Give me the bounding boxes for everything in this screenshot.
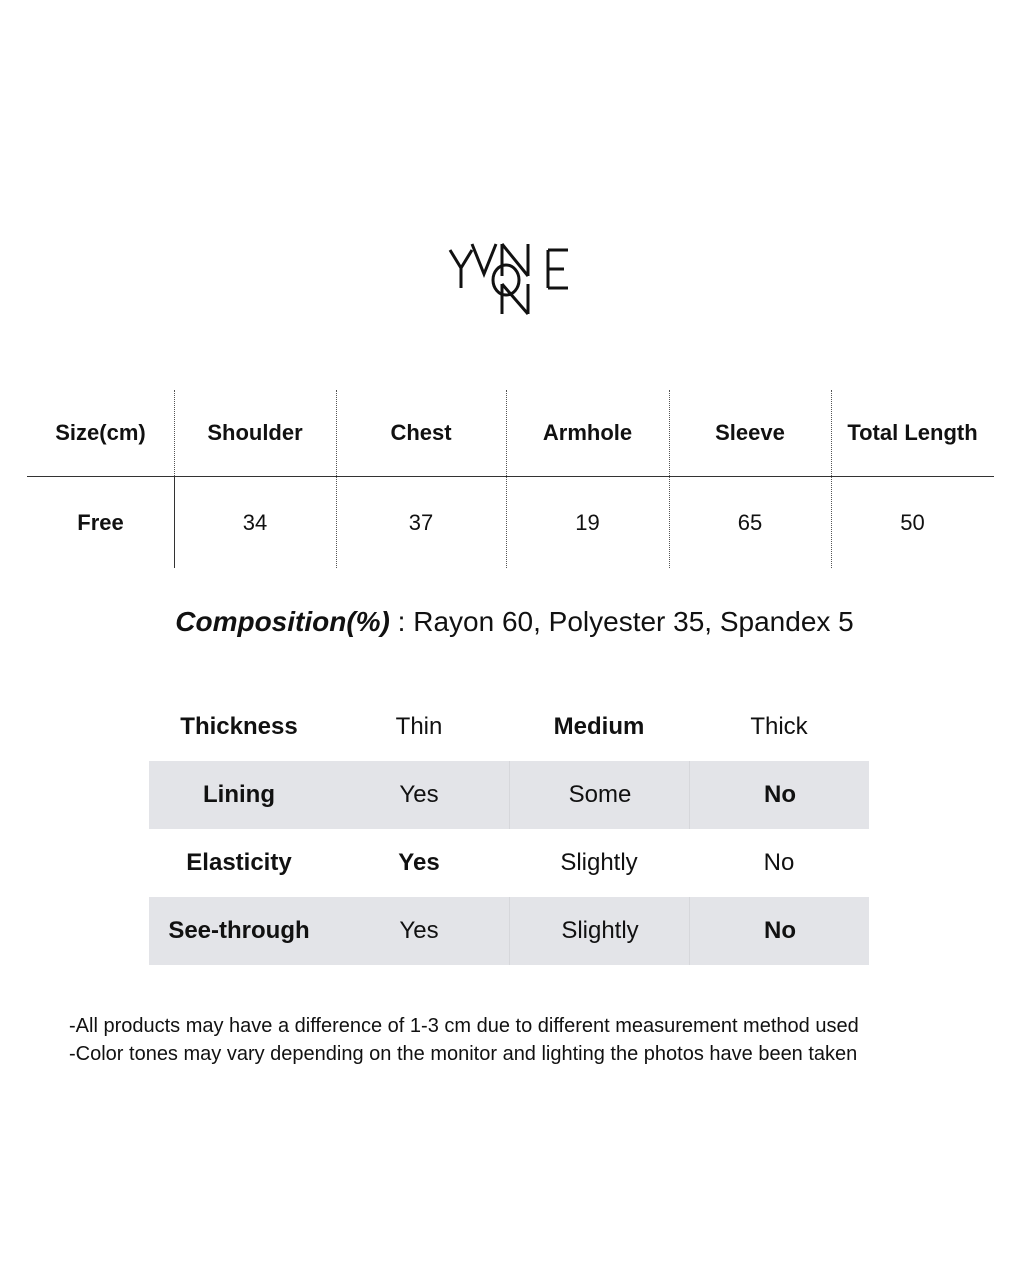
fabric-option: Slightly (560, 849, 638, 876)
fabric-row-label: Thickness (180, 713, 298, 740)
sleeve-value: 65 (737, 510, 763, 535)
header-armhole: Armhole (542, 420, 633, 445)
header-chest: Chest (390, 420, 452, 445)
header-sleeve: Sleeve (715, 420, 785, 445)
disclaimer-notes (69, 1012, 859, 1068)
composition-line (0, 600, 1029, 644)
fabric-properties-table (149, 693, 869, 965)
composition-label: Composition(%) (175, 606, 390, 637)
fabric-option-selected: Yes (398, 849, 440, 876)
fabric-row-elasticity (149, 829, 869, 897)
size-table-row (27, 478, 994, 568)
armhole-value: 19 (575, 510, 600, 535)
fabric-row-lining (149, 761, 869, 829)
fabric-option-selected: Medium (553, 713, 645, 740)
composition-separator: : (389, 606, 414, 637)
size-table-header (27, 390, 994, 476)
fabric-row-thickness (149, 693, 869, 761)
header-divider (27, 476, 994, 477)
fabric-option: Yes (399, 917, 439, 944)
column-divider (174, 390, 175, 476)
fabric-row-label: Elasticity (186, 849, 292, 876)
note-measurement: -All products may have a difference of 1-3 cm due to different measurement method used (69, 1015, 859, 1037)
fabric-option: Slightly (509, 897, 690, 965)
composition-value: Rayon 60, Polyester 35, Spandex 5 (413, 606, 854, 637)
brand-logo-mark (444, 236, 574, 318)
fabric-option: No (763, 849, 795, 876)
fabric-option: Yes (399, 781, 439, 808)
note-color: -Color tones may vary depending on the monitor and lighting the photos have been taken (69, 1043, 858, 1065)
fabric-row-see-through (149, 897, 869, 965)
size-value: Free (77, 510, 124, 535)
fabric-option-selected: No (689, 897, 870, 965)
shoulder-value: 34 (242, 510, 268, 535)
size-table (27, 390, 994, 568)
header-size: Size(cm) (55, 420, 146, 445)
fabric-option: Thin (395, 713, 443, 740)
fabric-option: Some (509, 761, 690, 829)
fabric-option: Thick (750, 713, 808, 740)
total-length-value: 50 (900, 510, 925, 535)
fabric-row-label: Lining (203, 781, 275, 808)
header-shoulder: Shoulder (207, 420, 303, 445)
fabric-option-selected: No (689, 761, 870, 829)
chest-value: 37 (408, 510, 434, 535)
brand-logo (444, 236, 574, 318)
header-total-length: Total Length (847, 420, 978, 445)
fabric-row-label: See-through (168, 917, 310, 944)
